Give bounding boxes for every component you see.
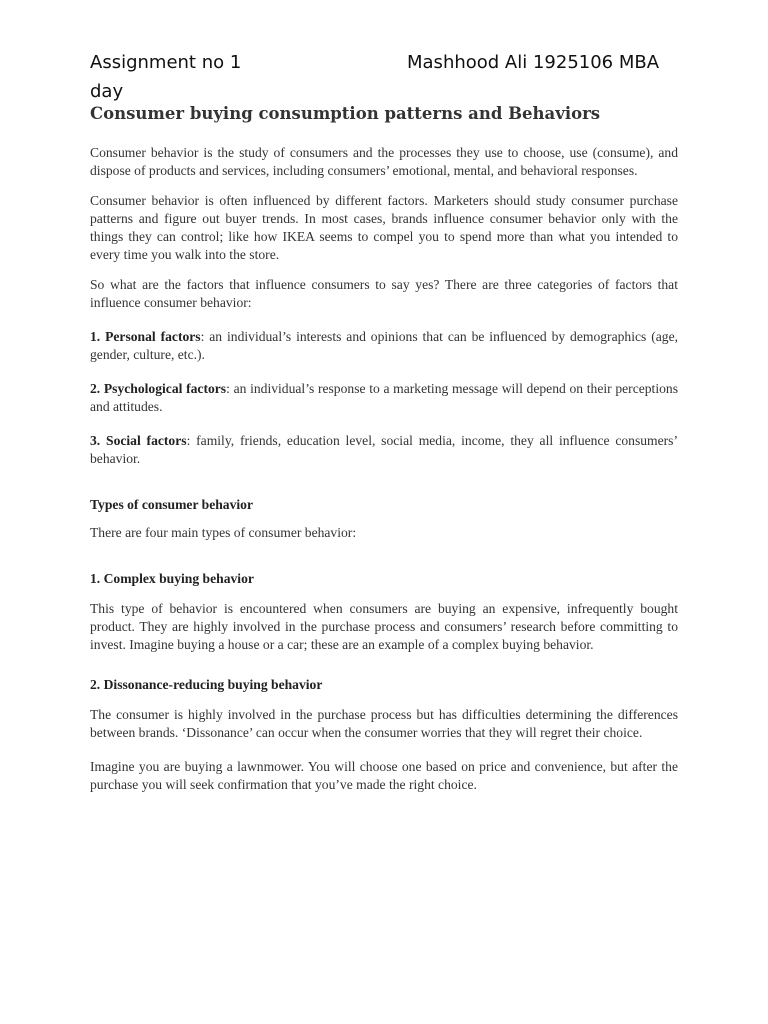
factor-social <box>90 432 678 468</box>
factor-personal-label: 1. Personal factors <box>90 329 201 344</box>
student-info-continued: day <box>90 81 124 102</box>
factor-personal-text: : an individual’s interests and opinions that can be influenced by demographics (age, gender, culture, etc.). <box>90 329 678 362</box>
factor-psychological <box>90 380 678 416</box>
intro-paragraph: Consumer behavior is the study of consumers and the processes they use to choose, use (consume), and dispose of products and services, including consumers’ emotional, mental, and behavioral responses. <box>90 145 678 178</box>
factor-personal <box>90 328 678 364</box>
dissonance-heading: 2. Dissonance-reducing buying behavior <box>90 677 323 692</box>
factors-question-paragraph: So what are the factors that influence consumers to say yes? There are three categories of factors that influence consumer behavior: <box>90 277 678 310</box>
student-info: Mashhood Ali 1925106 MBA <box>407 52 660 73</box>
factor-social-text: : family, friends, education level, social media, income, they all influence consumers’ behavior. <box>90 433 678 466</box>
types-intro: There are four main types of consumer behavior: <box>90 525 357 540</box>
lawnmower-example: Imagine you are buying a lawnmower. You will choose one based on price and convenience, but after the purchase you will seek confirmation that you’ve made the right choice. <box>90 759 678 792</box>
factor-psychological-text: : an individual’s response to a marketing message will depend on their perceptions and attitudes. <box>90 381 678 414</box>
complex-text: This type of behavior is encountered when consumers are buying an expensive, infrequently bought product. They are highly involved in the purchase process and consumers’ research before committing to invest. Imagine buying a house or a car; these are an example of a complex buying behavior. <box>90 601 678 652</box>
document-body <box>90 144 678 794</box>
complex-heading: 1. Complex buying behavior <box>90 571 254 586</box>
dissonance-text: The consumer is highly involved in the purchase process but has difficulties determining the differences between brands. ‘Dissonance’ can occur when the consumer worries that they will regret their choice. <box>90 707 678 740</box>
influence-paragraph: Consumer behavior is often influenced by different factors. Marketers should study consumer purchase patterns and figure out buyer trends. In most cases, brands influence consumer behavior only with the things they can control; like how IKEA seems to compel you to spend more than what you intended to every time you walk into the store. <box>90 193 678 262</box>
factor-psychological-label: 2. Psychological factors <box>90 381 227 396</box>
document-title: Consumer buying consumption patterns and Behaviors <box>90 104 601 123</box>
assignment-number: Assignment no 1 <box>90 52 242 73</box>
factor-social-label: 3. Social factors <box>90 433 187 448</box>
types-heading: Types of consumer behavior <box>90 497 253 512</box>
